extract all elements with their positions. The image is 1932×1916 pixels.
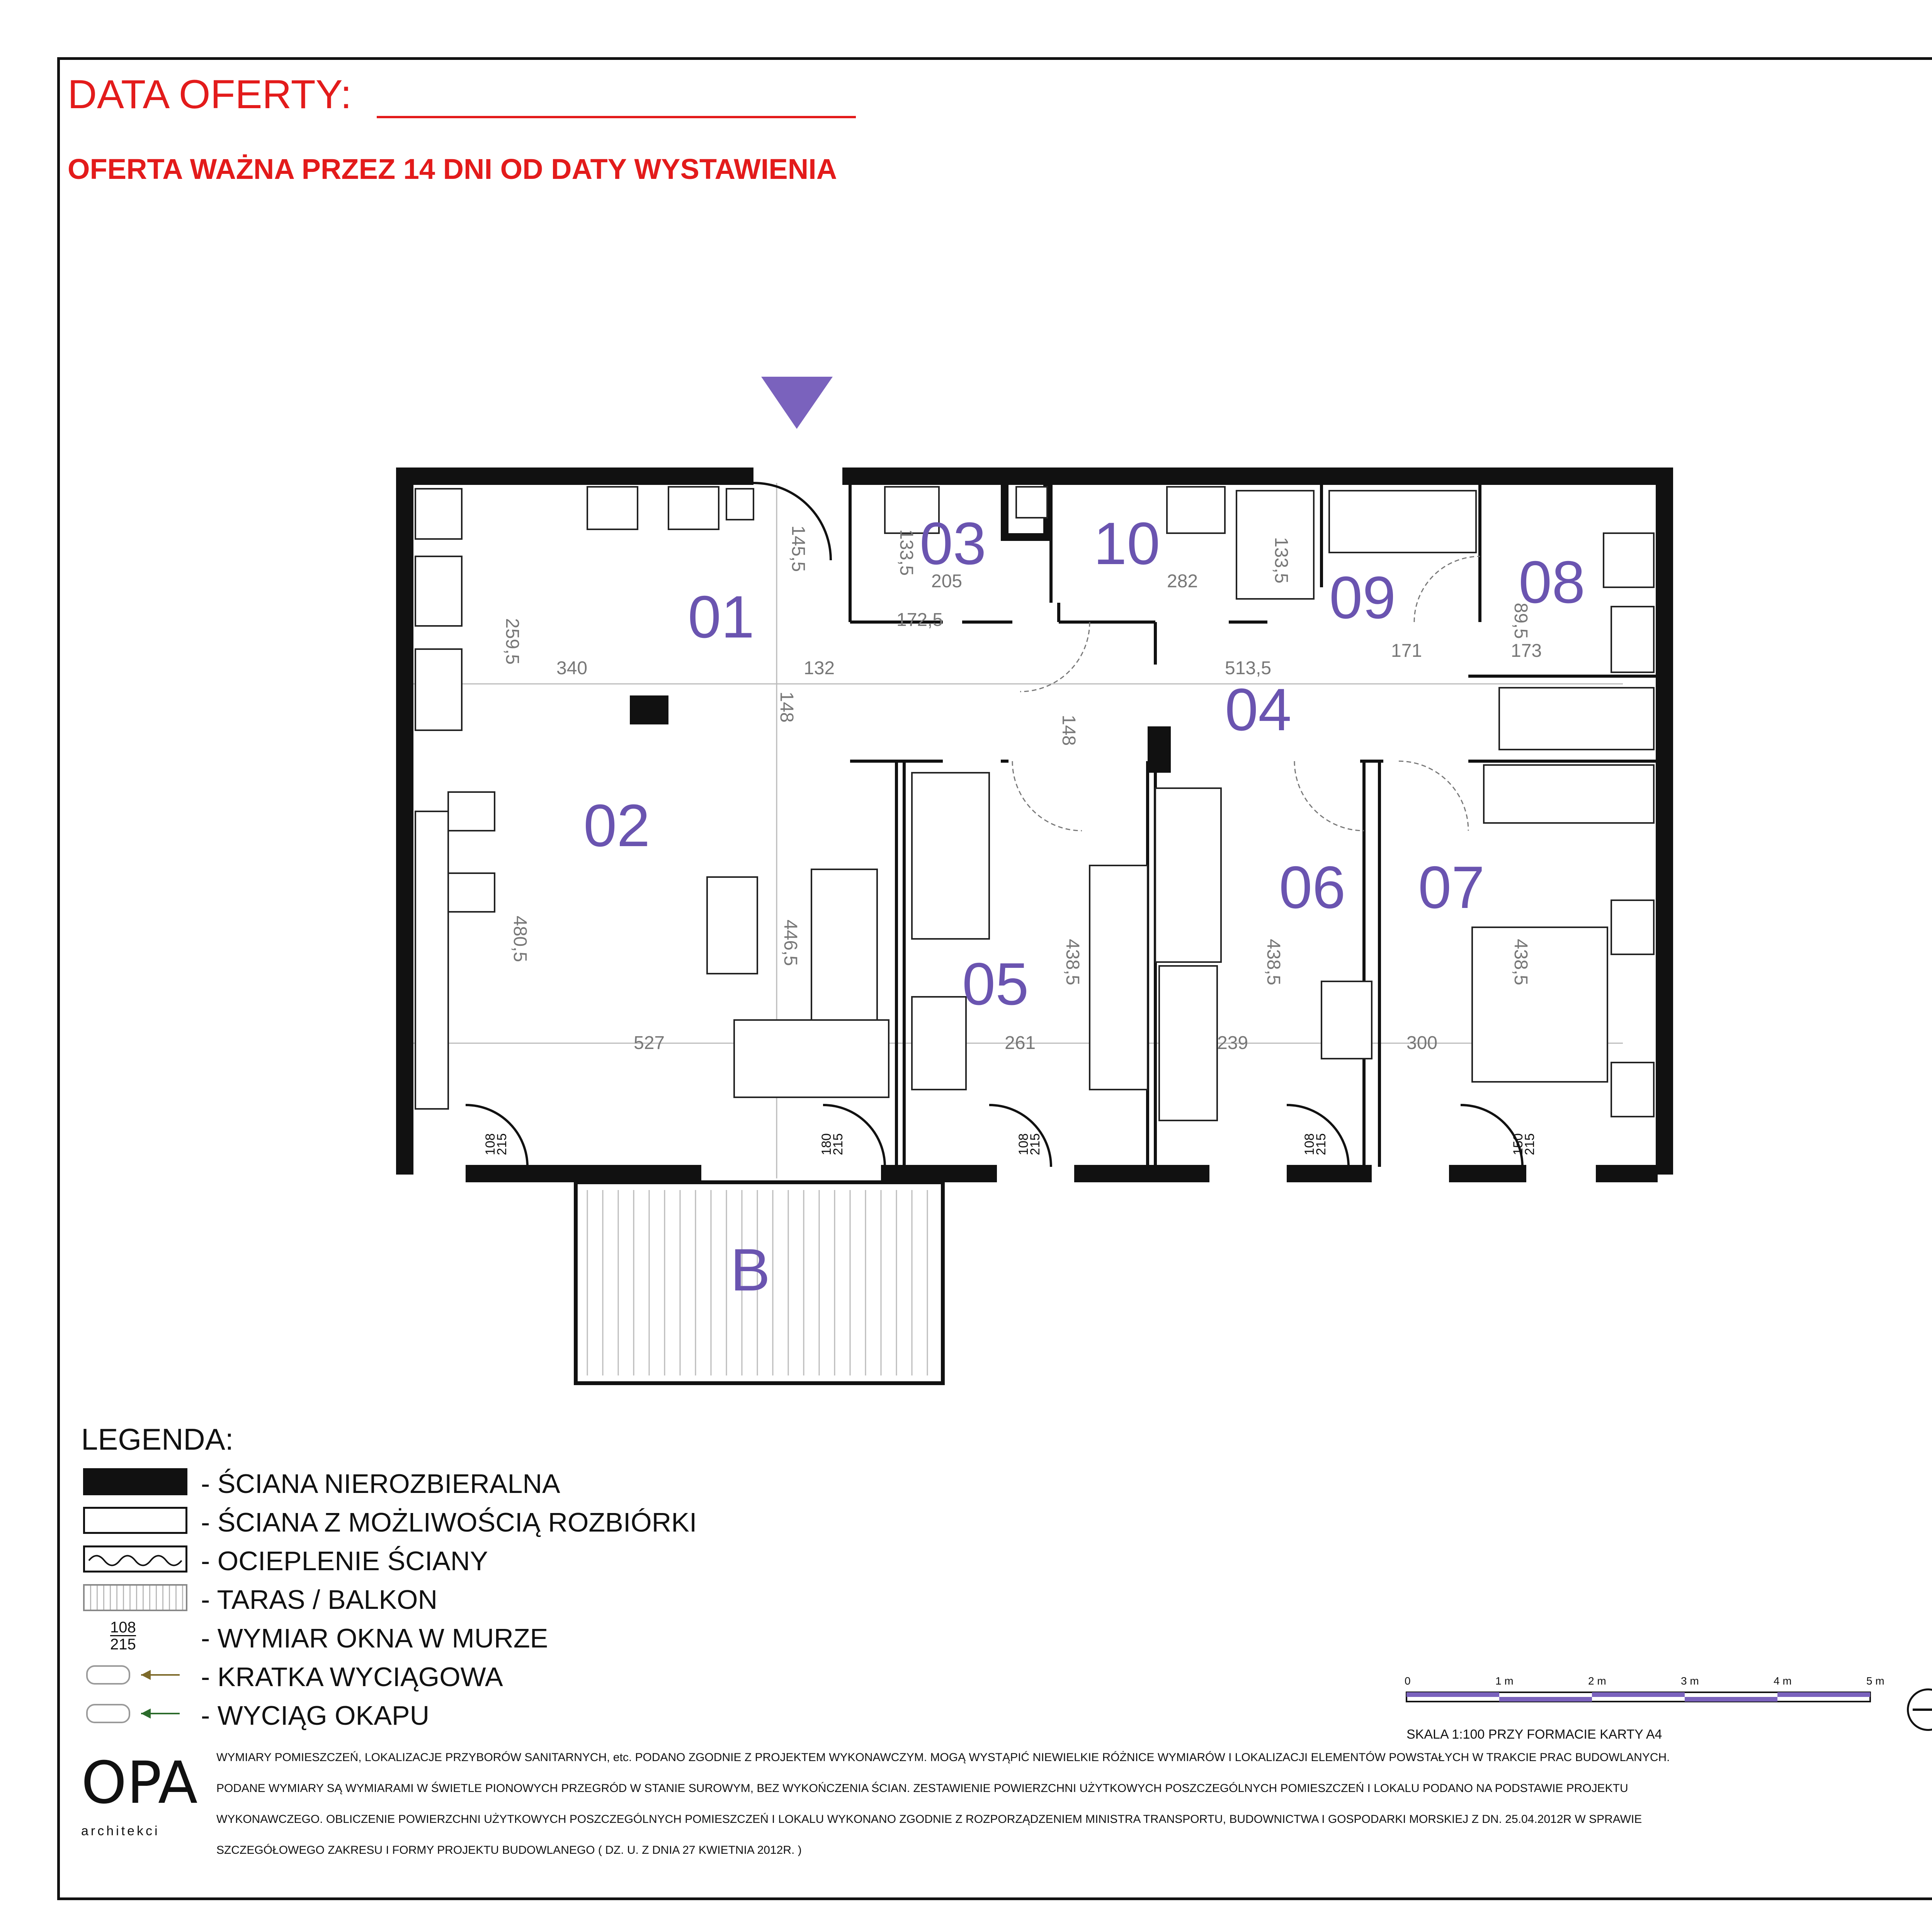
dim-label: 438,5 bbox=[1062, 939, 1083, 986]
dim-label: 259,5 bbox=[502, 618, 522, 665]
window-h: 215 bbox=[1028, 1133, 1043, 1155]
room-label-07: 07 bbox=[1418, 854, 1485, 921]
dim-label: 173 bbox=[1511, 641, 1542, 661]
dim-label: 527 bbox=[634, 1033, 665, 1053]
scale-caption: SKALA 1:100 PRZY FORMACIE KARTY A4 bbox=[1406, 1727, 1662, 1742]
room-label-01: 01 bbox=[688, 583, 755, 650]
offer-valid-text: OFERTA WAŻNA PRZEZ 14 DNI OD DATY WYSTAWIENIA bbox=[68, 153, 837, 185]
dim-label: 300 bbox=[1406, 1033, 1438, 1053]
floor-plan-sheet: DATA OFERTY: OFERTA WAŻNA PRZEZ 14 DNI OD DATY WYSTAWIENIA 259,5 340 132 148 172,5 148 513,5 282 205 133,5 133,5 171 89,5 173 480,5 446,5 438,5 438,5 438,5 527 261 239 300 145,5 108 215 180 215 108 215 108 215 150 215 01 02 03 04 05 06 07 08 09 10 B LEGENDA: - ŚCIANA NIEROZBIERALNA - ŚCIANA Z MOŻLIWOŚCIĄ ROZBIÓRKI - OCIEPLENIE ŚCIANY - TARAS / BALKON 108 215 - WYMIAR OKNA W MURZE - KRATKA WYCIĄGOWA - WYCIĄG OKAPU 0 1 m 2 m 3 m 4 m 5 m SKALA 1:100 PRZY FORMACIE KARTY A4 OPA architekci WYMIARY POMIESZCZEŃ, LOKALIZACJE PRZYBORÓW SANITARNYCH, etc. PODANO ZGODNIE Z PROJEKTEM WYKONAWCZYM. MOGĄ WYSTĄPIĆ NIEWIELKIE RÓŻNICE WYMIARÓW I LOKALIZACJI ELEMENTÓW POWSTAŁYCH W TRAKCIE PRAC BUDOWLANYCH. PODANE WYMIARY SĄ WYMIARAMI W ŚWIETLE PIONOWYCH PRZEGRÓD W STANIE SUROWYM, BEZ WYKOŃCZENIA ŚCIAN. ZESTAWIENIE POWIERZCHNI UŻYTKOWYCH POSZCZEGÓLNYCH POMIESZCZEŃ I LOKALU PODANO NA PODSTAWIE PROJEKTU WYKONAWCZEGO. OBLICZENIE POWIERZCHNI UŻYTKOWYCH POSZCZEGÓLNYCH POMIESZCZEŃ I LOKALU WYKONANO ZGODNIE Z ROZPORZĄDZENIEM MINISTRA TRANSPORTU, BUDOWNICTWA I GOSPODARKI MORSKIEJ Z DN. 25.04.2012R W SPRAWIE SZCZEGÓŁOWEGO ZAKRESU I FORMY PROJEKTU BUDOWLANEGO ( DZ. U. Z DNIA 27 KWIETNIA 2012R. ) bbox=[0, 0, 1932, 1916]
dim-label: 205 bbox=[931, 571, 963, 592]
dim-label: 89,5 bbox=[1510, 603, 1531, 639]
window-w: 108 bbox=[483, 1133, 498, 1155]
floor-plan bbox=[367, 367, 1681, 1410]
opa-logo: OPA bbox=[81, 1749, 198, 1817]
note-line: WYKONAWCZEGO. OBLICZENIE POWIERZCHNI UŻYTKOWYCH POSZCZEGÓLNYCH POMIESZCZEŃ I LOKALU WYKONANO ZGODNIE Z ROZPORZĄDZENIEM MINISTRA TRANSPORTU, BUDOWNICTWA I GOSPODARKI MORSKIEJ Z DN. 25.04.2012R W SPRAWIE bbox=[216, 1813, 1642, 1826]
dim-label: 148 bbox=[776, 692, 797, 723]
scale-tick-label: 4 m bbox=[1774, 1675, 1792, 1687]
dim-label: 446,5 bbox=[780, 920, 801, 966]
window-w: 180 bbox=[819, 1133, 834, 1155]
balcony-swatch bbox=[83, 1584, 187, 1611]
insulation-swatch bbox=[83, 1545, 187, 1573]
dim-label: 340 bbox=[556, 658, 588, 678]
dim-label: 133,5 bbox=[896, 529, 917, 576]
offer-date-label: DATA OFERTY: bbox=[68, 72, 352, 117]
legend-title: LEGENDA: bbox=[81, 1422, 234, 1456]
vent-grille-icon bbox=[83, 1661, 187, 1688]
window-w: 150 bbox=[1511, 1133, 1526, 1155]
scale-tick-label: 1 m bbox=[1495, 1675, 1514, 1687]
dim-label: 171 bbox=[1391, 641, 1422, 661]
note-line: WYMIARY POMIESZCZEŃ, LOKALIZACJE PRZYBORÓW SANITARNYCH, etc. PODANO ZGODNIE Z PROJEKTEM WYKONAWCZYM. MOGĄ WYSTĄPIĆ NIEWIELKIE RÓŻNICE WYMIARÓW I LOKALIZACJI ELEMENTÓW POWSTAŁYCH W TRAKCIE PRAC BUDOWLANYCH. bbox=[216, 1751, 1670, 1764]
dim-label: 133,5 bbox=[1271, 537, 1291, 584]
window-h: 215 bbox=[1522, 1133, 1537, 1155]
room-label-06: 06 bbox=[1279, 854, 1346, 921]
room-label-03: 03 bbox=[920, 510, 986, 577]
window-sample-w: 108 bbox=[110, 1619, 136, 1636]
dim-label: 148 bbox=[1058, 715, 1079, 746]
dim-label: 172,5 bbox=[896, 610, 943, 630]
scale-tick-label: 5 m bbox=[1866, 1675, 1884, 1687]
offer-date-line[interactable] bbox=[377, 116, 856, 118]
dim-label: 145,5 bbox=[788, 525, 808, 572]
entrance-arrow bbox=[761, 377, 833, 429]
window-w: 108 bbox=[1016, 1133, 1031, 1155]
room-label-04: 04 bbox=[1225, 676, 1292, 743]
dim-label: 132 bbox=[804, 658, 835, 678]
room-label-09: 09 bbox=[1329, 564, 1396, 631]
dim-label: 513,5 bbox=[1225, 658, 1272, 678]
dim-label: 282 bbox=[1167, 571, 1198, 592]
hood-vent-icon bbox=[83, 1700, 187, 1727]
dim-label: 480,5 bbox=[510, 916, 530, 962]
room-label-02: 02 bbox=[583, 792, 650, 859]
dim-label: 261 bbox=[1005, 1033, 1036, 1053]
window-dimension-swatch bbox=[83, 1619, 187, 1653]
solid-wall-swatch bbox=[83, 1468, 187, 1495]
note-line: SZCZEGÓŁOWEGO ZAKRESU I FORMY PROJEKTU BUDOWLANEGO ( DZ. U. Z DNIA 27 KWIETNIA 2012R. ) bbox=[216, 1844, 802, 1856]
opa-logo-sub: architekci bbox=[81, 1824, 160, 1838]
window-h: 215 bbox=[1314, 1133, 1328, 1155]
scale-tick-label: 2 m bbox=[1588, 1675, 1606, 1687]
window-w: 108 bbox=[1302, 1133, 1317, 1155]
dim-label: 239 bbox=[1217, 1033, 1248, 1053]
window-h: 215 bbox=[495, 1133, 509, 1155]
removable-wall-swatch bbox=[83, 1507, 187, 1534]
scale-tick-label: 3 m bbox=[1681, 1675, 1699, 1687]
window-h: 215 bbox=[831, 1133, 845, 1155]
room-label-08: 08 bbox=[1519, 549, 1585, 615]
dim-label: 438,5 bbox=[1263, 939, 1284, 986]
scale-bar bbox=[1383, 1673, 1897, 1750]
scale-tick-label: 0 bbox=[1405, 1675, 1411, 1687]
window-sample-h: 215 bbox=[110, 1636, 136, 1653]
room-label-10: 10 bbox=[1094, 510, 1160, 577]
balcony-label: B bbox=[730, 1236, 770, 1303]
note-line: PODANE WYMIARY SĄ WYMIARAMI W ŚWIETLE PIONOWYCH PRZEGRÓD W STANIE SUROWYM, BEZ WYKOŃCZENIA ŚCIAN. ZESTAWIENIE POWIERZCHNI UŻYTKOWYCH POSZCZEGÓLNYCH POMIESZCZEŃ I LOKALU PODANO NA PODSTAWIE PROJEKTU bbox=[216, 1782, 1628, 1795]
room-label-05: 05 bbox=[962, 950, 1029, 1017]
dim-label: 438,5 bbox=[1510, 939, 1531, 986]
